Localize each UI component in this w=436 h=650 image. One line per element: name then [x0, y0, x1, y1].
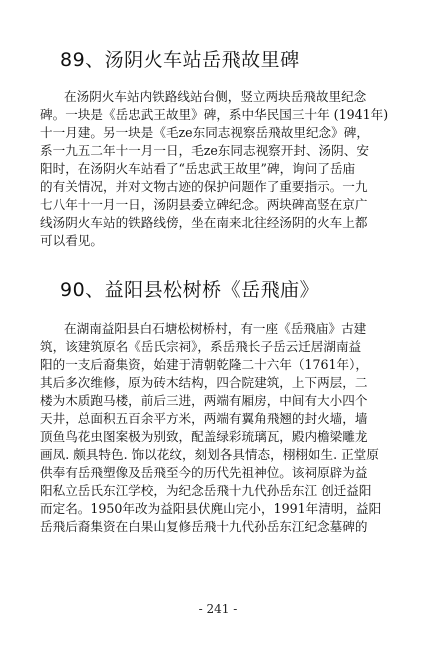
paragraph-line: 在湖南益阳县白石塘松树桥村，有一座《岳飛庙》古建 [64, 321, 367, 336]
paragraph-line: 十一月建。另一块是《毛ze东同志视察岳飛故里纪念》碑， [40, 125, 369, 140]
paragraph-line: 阳私立岳氏东江学校，为纪念岳飛十九代孙岳东江 创迁益阳 [40, 483, 372, 498]
paragraph-line: 阳时，在汤阴火车站看了“岳忠武王故里”碑，询问了岳庙 [40, 161, 356, 176]
page-number: - 241 - [198, 602, 238, 616]
paragraph-line: 画凤. 颇具特色. 饰以花纹，刻划各具情态，栩栩如生. 正堂原 [40, 447, 379, 462]
paragraph-line: 可以看见。 [40, 233, 103, 248]
paragraph-line: 岳飛后裔集资在白果山复修岳飛十九代孙岳东江纪念墓碑的 [40, 519, 368, 534]
paragraph-line: 天井，总面积五百余平方米，两端有翼角飛翘的封火墙，墙 [40, 411, 368, 426]
paragraph-line: 系一九五二年十一月一日，毛ze东同志视察开封、汤阴、安 [40, 143, 369, 158]
paragraph-line: 碑。一块是《岳忠武王故里》碑，系中华民国三十年 (1941年) [40, 107, 389, 122]
paragraph-line: 而定名。1950年改为益阳县伏麂山完小，1991年清明，益阳 [40, 501, 382, 516]
paragraph-line: 七八年十一月一日，汤阴县委立碑纪念。两块碑高竖在京广 [40, 197, 368, 212]
section-heading-90: 90、益阳县松树桥《岳飛庙》 [60, 279, 320, 301]
paragraph-line: 筑，该建筑原名《岳氏宗祠》，系岳飛长子岳云迁居湖南益 [40, 339, 362, 354]
paragraph-line: 阳的一支后裔集资，始建于清朝乾隆二十六年（1761年）， [40, 357, 369, 372]
paragraph-line: 的有关情况，并对文物古迹的保护问题作了重要指示。一九 [40, 179, 368, 194]
paragraph-line: 供奉有岳飛塑像及岳飛至今的历代先祖神位。该祠原辟为益 [40, 465, 368, 480]
paragraph-line: 在汤阴火车站内铁路线站台侧，竖立两块岳飛故里纪念 [64, 89, 367, 104]
paragraph-line: 楼为木质跑马楼，前后三进，两端有厢房，中间有大小四个 [40, 393, 368, 408]
paragraph-line: 线汤阴火车站的铁路线傍，坐在南来北往经汤阴的火车上都 [40, 215, 368, 230]
section-heading-89: 89、汤阴火车站岳飛故里碑 [60, 49, 300, 71]
paragraph-line: 顶鱼鸟花虫图案极为别致，配盖绿彩琉璃瓦，殿内檐梁雕龙 [40, 429, 368, 444]
paragraph-line: 其后多次维修，原为砖木结构，四合院建筑，上下两层，二 [40, 375, 368, 390]
